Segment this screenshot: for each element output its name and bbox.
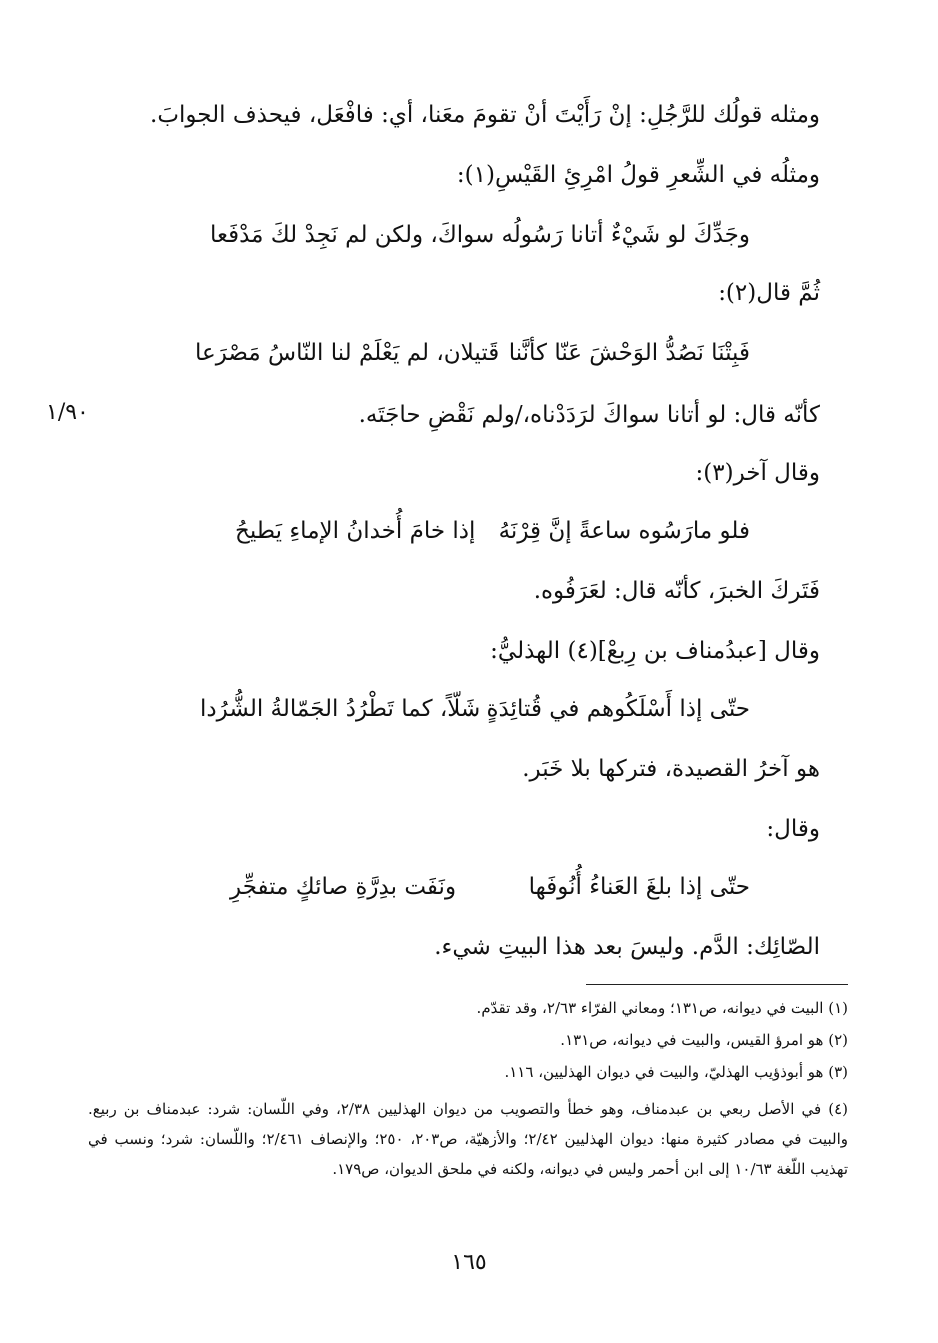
margin-page-reference: ١/٩٠ [46, 400, 89, 425]
footnote-4: (٤) في الأصل ربعي بن عبدمناف، وهو خطأ والتصويب من ديوان الهذليين ٢/٣٨، وفي اللّسان: شرد: عبدمناف بن ربيع. والبيت في مصادر كثيرة منها: ديوان الهذليين ٢/٤٢؛ والأزهيّة، ص٢٠٣، ٢٥٠؛ والإنصاف ٢/٤٦١؛ واللّسان: شرد؛ ونسب في تهذيب اللّغة ١٠/٦٣ إلى ابن أحمر وليس في ديوانه، ولكنه في ملحق الديوان، ص١٧٩. [88, 1100, 849, 1178]
verse-3-first-hemistich: فلو مارَسُوه ساعةً إنَّ قِرْنَهُ [498, 518, 750, 544]
verse-4-first-hemistich: حتّى إذا أَسْلَكُوهم في قُتائِدَةٍ [486, 696, 750, 722]
verse-2-second-hemistich: قَتيلان، لم يَعْلَمْ لنا النّاسُ مَصْرَعا [195, 340, 500, 366]
verse-1-second-hemistich: سواكَ، ولكن لم نَجِدْ لكَ مَدْفَعا [210, 222, 495, 248]
verse-5-first-hemistich: حتّى إذا بلغَ العَناءُ أُنُوفَها [528, 874, 750, 900]
body-line-8: هو آخرُ القصيدة، فتركها بلا خَبَر. [522, 756, 820, 782]
body-line-9: وقال: [766, 816, 820, 842]
body-line-5: وقال آخر(٣): [695, 460, 820, 486]
footnote-1: (١) البيت في ديوانه، ص١٣١؛ ومعاني الفرّاء ٢/٦٣، وقد تقدّم. [476, 999, 848, 1017]
body-line-4: كأنّه قال: لو أتانا سواكَ لرَدَدْناه،/ولم نَقْضِ حاجَتَه. [358, 402, 820, 428]
body-line-6: فَتَركَ الخبرَ، كأنّه قال: لعَرَفُوه. [533, 578, 820, 604]
footnote-2: (٢) هو امرؤ القيس، والبيت في ديوانه، ص١٣١. [560, 1031, 848, 1049]
verse-4-second-hemistich: شَلّاً، كما تَطْرُدُ الجَمّالةُ الشُّرُدا [200, 696, 481, 722]
body-line-3: ثُمَّ قال(٢): [718, 280, 820, 306]
body-line-2: ومثلُه في الشِّعرِ قولُ امْرِئِ القَيْسِ(١): [456, 162, 820, 188]
body-line-10: الصّائِك: الدَّم. وليسَ بعد هذا البيتِ شيء. [434, 934, 820, 960]
verse-3-second-hemistich: إذا خامَ أُخدانُ الإماءِ يَطيحُ [235, 518, 476, 544]
footnote-3: (٣) هو أبوذؤيب الهذليّ، والبيت في ديوان الهذليين، ١١٦. [504, 1063, 848, 1081]
body-line-7: وقال [عبدُمناف بن رِبعْ](٤) الهذليُّ: [490, 638, 820, 664]
verse-1-first-hemistich: وجَدِّكَ لو شَيْءٌ أتانا رَسُولُه [501, 222, 750, 248]
body-line-1: ومثله قولُك للرَّجُلِ: إنْ رَأَيْتَ أنْ تقومَ معَنا، أي: فافْعَل، فيحذف الجوابَ. [150, 102, 820, 128]
verse-5-second-hemistich: ونَفَت بدِرَّةِ صائكٍ متفجِّرِ [230, 874, 457, 900]
verse-2-first-hemistich: فَبِتْنَا نَصُدُّ الوَحْشَ عَنّا كأنَّنا [508, 340, 750, 366]
page-number: ١٦٥ [451, 1250, 487, 1275]
footnote-separator [586, 984, 848, 985]
